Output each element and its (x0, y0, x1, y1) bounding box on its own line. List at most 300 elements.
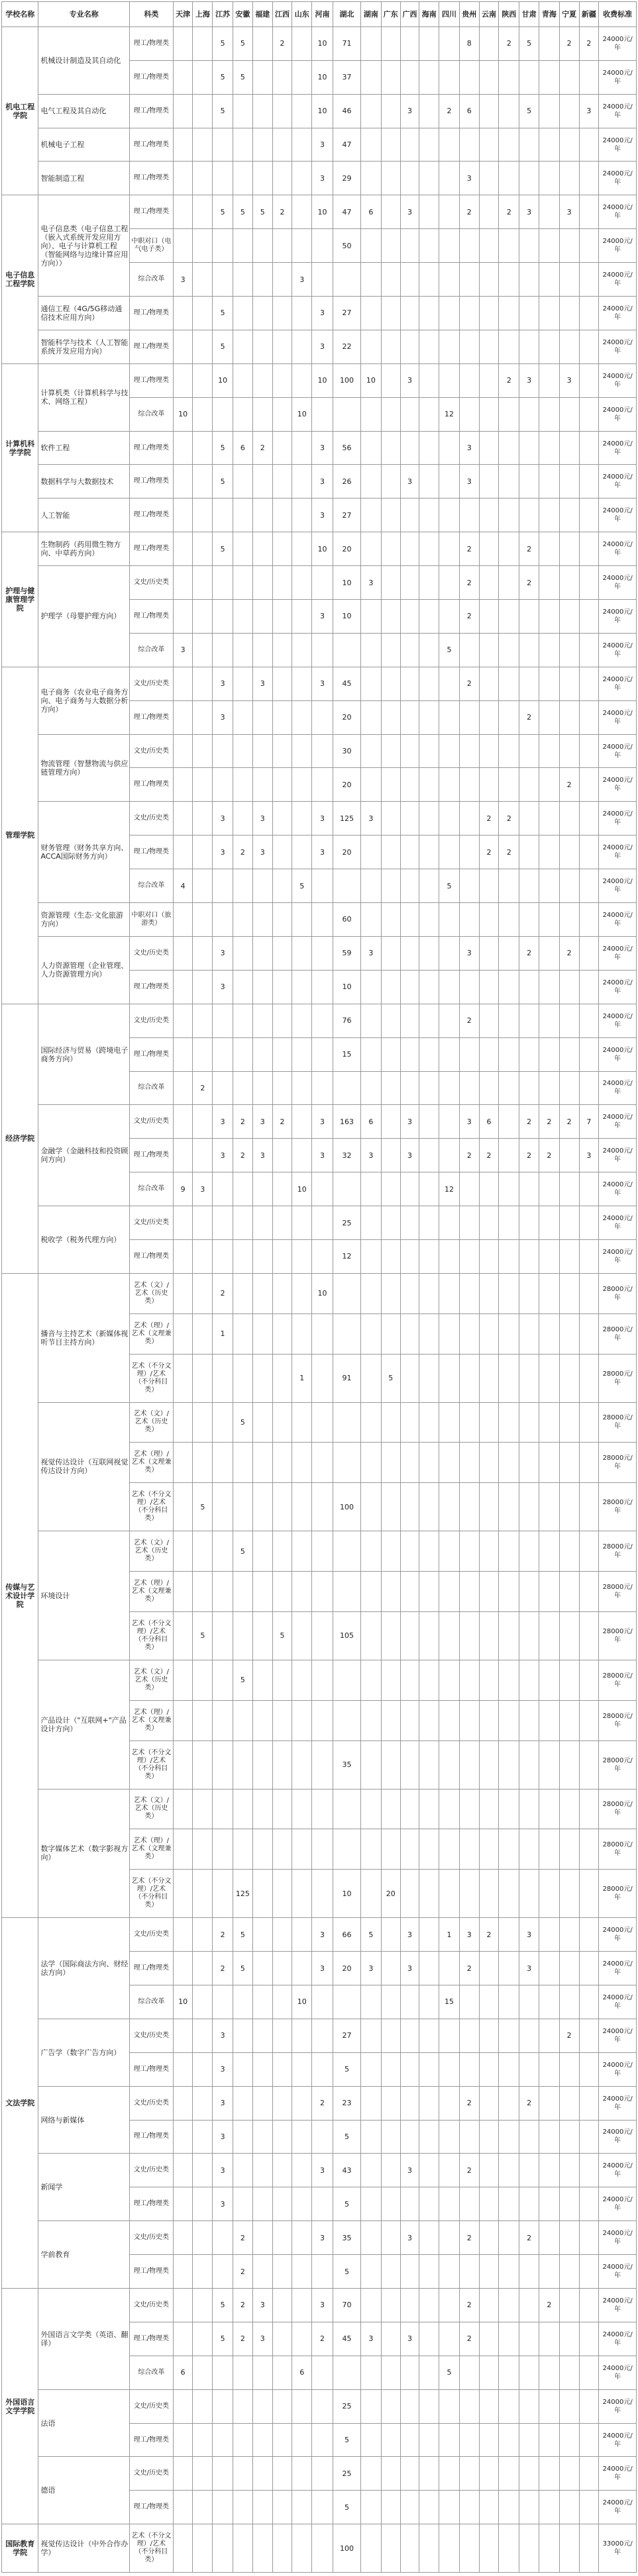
quota-cell (381, 1918, 400, 1952)
quota-cell: 5 (213, 2289, 233, 2322)
quota-cell (499, 397, 519, 431)
quota-cell (499, 2457, 519, 2491)
quota-cell: 2 (519, 700, 539, 734)
quota-cell (539, 1313, 559, 1354)
fee-cell: 28000元/年 (599, 1313, 637, 1354)
quota-cell (233, 94, 253, 128)
quota-cell (193, 1952, 213, 1985)
quota-cell (252, 936, 272, 970)
subject-category-cell: 艺术（文）/艺术（历史类） (130, 1402, 174, 1443)
quota-cell (252, 633, 272, 667)
quota-cell (312, 1870, 333, 1918)
quota-cell (252, 94, 272, 128)
quota-cell (499, 2255, 519, 2289)
quota-cell (292, 1531, 312, 1572)
quota-cell: 3 (252, 802, 272, 835)
quota-cell: 6 (173, 2356, 193, 2389)
quota-cell (361, 2120, 382, 2154)
quota-cell (419, 60, 439, 94)
quota-cell (519, 667, 539, 700)
header-cell: 江西 (272, 2, 292, 27)
quota-cell: 47 (333, 128, 360, 162)
quota-cell (459, 734, 479, 768)
quota-cell: 3 (213, 802, 233, 835)
quota-cell (252, 363, 272, 397)
quota-cell (312, 768, 333, 802)
quota-cell (419, 1354, 439, 1402)
table-row (2, 499, 637, 532)
quota-cell (419, 1443, 439, 1483)
major-name-cell: 财务管理（财务共享方向、ACCA国际财务方向） (38, 802, 130, 903)
quota-cell (479, 734, 499, 768)
quota-cell: 2 (459, 532, 479, 566)
quota-cell (272, 903, 292, 937)
major-name-cell: 机械电子工程 (38, 128, 130, 162)
quota-cell (419, 499, 439, 532)
quota-cell (173, 229, 193, 263)
fee-cell: 28000元/年 (599, 1273, 637, 1313)
quota-cell (173, 667, 193, 700)
quota-cell: 3 (193, 1172, 213, 1206)
quota-cell (173, 1870, 193, 1918)
table-row (2, 330, 637, 363)
quota-cell (419, 330, 439, 363)
quota-cell (539, 1071, 559, 1105)
quota-cell (479, 162, 499, 195)
quota-cell (539, 26, 559, 60)
quota-cell (519, 1700, 539, 1741)
quota-cell (400, 970, 419, 1004)
quota-cell (400, 566, 419, 600)
quota-cell (499, 600, 519, 634)
quota-cell (272, 2154, 292, 2187)
quota-cell (173, 1700, 193, 1741)
quota-cell (361, 1273, 382, 1313)
quota-cell (233, 802, 253, 835)
quota-cell (459, 869, 479, 903)
quota-cell (479, 869, 499, 903)
quota-cell (579, 700, 599, 734)
quota-cell (479, 2322, 499, 2356)
quota-cell (213, 499, 233, 532)
college-name-cell: 传媒与艺术设计学院 (2, 1273, 38, 1917)
quota-cell (579, 734, 599, 768)
quota-cell: 3 (400, 2322, 419, 2356)
quota-cell (459, 1660, 479, 1700)
quota-cell (499, 903, 519, 937)
quota-cell (579, 1354, 599, 1402)
quota-cell (381, 1105, 400, 1139)
quota-cell (559, 1741, 579, 1789)
quota-cell (173, 499, 193, 532)
quota-cell: 5 (233, 1402, 253, 1443)
quota-cell (499, 1313, 519, 1354)
quota-cell (233, 2389, 253, 2423)
quota-cell (292, 1313, 312, 1354)
quota-cell (400, 397, 419, 431)
quota-cell (233, 1206, 253, 1240)
quota-cell (292, 1139, 312, 1172)
quota-cell: 35 (333, 2221, 360, 2255)
header-cell: 科类 (130, 2, 174, 27)
table-row (2, 1004, 637, 1037)
quota-cell (400, 1443, 419, 1483)
quota-cell (381, 2120, 400, 2154)
table-row (2, 1660, 637, 1700)
quota-cell (539, 499, 559, 532)
fee-cell: 24000元/年 (599, 128, 637, 162)
quota-cell (439, 263, 460, 297)
quota-cell (419, 2423, 439, 2457)
quota-cell (272, 2187, 292, 2221)
fee-cell: 24000元/年 (599, 970, 637, 1004)
quota-cell: 3 (400, 195, 419, 229)
quota-cell: 3 (579, 1139, 599, 1172)
quota-cell (479, 970, 499, 1004)
quota-cell (193, 2457, 213, 2491)
quota-cell (173, 734, 193, 768)
quota-cell (381, 802, 400, 835)
fee-cell: 24000元/年 (599, 431, 637, 465)
quota-cell (233, 2086, 253, 2120)
quota-cell (361, 1660, 382, 1700)
quota-cell: 2 (233, 2255, 253, 2289)
quota-cell (213, 2457, 233, 2491)
table-row (2, 363, 637, 397)
quota-cell (252, 499, 272, 532)
major-name-cell: 金融学（金融科技和投资顾问方向） (38, 1105, 130, 1206)
quota-cell (579, 1313, 599, 1354)
quota-cell (539, 2120, 559, 2154)
header-cell: 福建 (252, 2, 272, 27)
quota-cell (439, 1071, 460, 1105)
subject-category-cell: 理工/物理类 (130, 363, 174, 397)
quota-cell (539, 363, 559, 397)
quota-cell (499, 1139, 519, 1172)
quota-cell (419, 1071, 439, 1105)
quota-cell (559, 162, 579, 195)
quota-cell (499, 2052, 519, 2086)
quota-cell (333, 1531, 360, 1572)
quota-cell (479, 2289, 499, 2322)
quota-cell (233, 2423, 253, 2457)
quota-cell (539, 94, 559, 128)
header-cell: 宁夏 (559, 2, 579, 27)
quota-cell (381, 903, 400, 937)
quota-cell (381, 2221, 400, 2255)
quota-cell (252, 1741, 272, 1789)
quota-cell (559, 2086, 579, 2120)
quota-cell: 3 (459, 1918, 479, 1952)
quota-cell (233, 2491, 253, 2524)
quota-cell (272, 1239, 292, 1273)
quota-cell (539, 970, 559, 1004)
table-row (2, 2289, 637, 2322)
quota-cell (559, 903, 579, 937)
quota-cell: 7 (579, 1105, 599, 1139)
quota-cell (173, 1206, 193, 1240)
fee-cell: 28000元/年 (599, 1354, 637, 1402)
table-row (2, 2019, 637, 2052)
quota-cell (193, 1829, 213, 1870)
subject-category-cell: 理工/物理类 (130, 2423, 174, 2457)
quota-cell (292, 2289, 312, 2322)
quota-cell: 2 (213, 1952, 233, 1985)
subject-category-cell: 理工/物理类 (130, 330, 174, 363)
header-cell: 江苏 (213, 2, 233, 27)
quota-cell (499, 768, 519, 802)
quota-cell (459, 633, 479, 667)
quota-cell (419, 1611, 439, 1660)
quota-cell (519, 1071, 539, 1105)
subject-category-cell: 理工/物理类 (130, 1239, 174, 1273)
quota-cell (252, 1700, 272, 1741)
fee-cell: 24000元/年 (599, 633, 637, 667)
quota-cell: 3 (292, 263, 312, 297)
quota-cell: 45 (333, 2322, 360, 2356)
subject-category-cell: 理工/物理类 (130, 600, 174, 634)
quota-cell (400, 2356, 419, 2389)
quota-cell (213, 229, 233, 263)
quota-cell: 3 (213, 2052, 233, 2086)
quota-cell (292, 2019, 312, 2052)
quota-cell (459, 1354, 479, 1402)
quota-cell (213, 869, 233, 903)
quota-cell: 3 (252, 1139, 272, 1172)
quota-cell (400, 1313, 419, 1354)
quota-cell (213, 1239, 233, 1273)
quota-cell (193, 1789, 213, 1829)
quota-cell (579, 2187, 599, 2221)
quota-cell (419, 1985, 439, 2019)
major-name-cell: 德语 (38, 2457, 130, 2524)
quota-cell (381, 1985, 400, 2019)
quota-cell (439, 2154, 460, 2187)
quota-cell (559, 2120, 579, 2154)
quota-cell (559, 1483, 579, 1531)
quota-cell (252, 1531, 272, 1572)
quota-cell (539, 2052, 559, 2086)
quota-cell: 3 (459, 936, 479, 970)
major-name-cell: 税收学（税务代理方向） (38, 1206, 130, 1274)
subject-category-cell: 艺术（理）/艺术（文理兼类） (130, 1829, 174, 1870)
quota-cell (400, 1402, 419, 1443)
quota-cell (459, 802, 479, 835)
quota-cell (499, 94, 519, 128)
quota-cell (381, 700, 400, 734)
quota-cell (579, 1985, 599, 2019)
quota-cell: 4 (173, 869, 193, 903)
quota-cell (499, 869, 519, 903)
quota-cell (499, 1483, 519, 1531)
quota-cell: 10 (333, 970, 360, 1004)
quota-cell (173, 2423, 193, 2457)
quota-cell: 3 (312, 465, 333, 499)
quota-cell (361, 128, 382, 162)
quota-cell (381, 1443, 400, 1483)
quota-cell: 3 (213, 700, 233, 734)
quota-cell (419, 2187, 439, 2221)
quota-cell (381, 566, 400, 600)
quota-cell (292, 60, 312, 94)
quota-cell: 3 (519, 195, 539, 229)
quota-cell (193, 1206, 213, 1240)
quota-cell (499, 1985, 519, 2019)
quota-cell (173, 835, 193, 869)
quota-cell (233, 2120, 253, 2154)
subject-category-cell: 理工/物理类 (130, 26, 174, 60)
quota-cell (173, 2052, 193, 2086)
table-row (2, 1531, 637, 1572)
quota-cell (539, 1443, 559, 1483)
table-row (2, 1206, 637, 1240)
quota-cell (459, 835, 479, 869)
quota-cell: 26 (333, 465, 360, 499)
quota-cell (381, 94, 400, 128)
quota-cell (559, 1611, 579, 1660)
fee-cell: 24000元/年 (599, 1239, 637, 1273)
quota-cell: 5 (333, 2120, 360, 2154)
quota-cell (272, 1071, 292, 1105)
quota-cell (439, 1611, 460, 1660)
quota-cell (381, 2524, 400, 2573)
quota-cell: 5 (439, 869, 460, 903)
quota-cell (292, 2221, 312, 2255)
quota-cell (361, 60, 382, 94)
quota-cell (439, 2255, 460, 2289)
quota-cell (361, 2289, 382, 2322)
quota-cell (272, 2423, 292, 2457)
fee-cell: 24000元/年 (599, 1206, 637, 1240)
quota-cell (419, 1483, 439, 1531)
college-name-cell: 文法学院 (2, 1918, 38, 2289)
fee-cell: 24000元/年 (599, 297, 637, 330)
quota-cell: 91 (333, 1354, 360, 1402)
quota-cell (439, 2423, 460, 2457)
quota-cell (193, 903, 213, 937)
quota-cell (419, 2356, 439, 2389)
quota-cell (559, 1952, 579, 1985)
quota-cell: 2 (459, 600, 479, 634)
quota-cell (292, 566, 312, 600)
quota-cell: 2 (559, 768, 579, 802)
subject-category-cell: 艺术（不分文理）/艺术（不分科目类） (130, 1741, 174, 1789)
quota-cell (559, 263, 579, 297)
quota-cell (252, 2491, 272, 2524)
quota-cell (579, 2086, 599, 2120)
quota-cell (519, 1206, 539, 1240)
quota-cell (459, 60, 479, 94)
quota-cell (173, 2187, 193, 2221)
quota-cell (459, 363, 479, 397)
quota-cell (579, 1572, 599, 1612)
quota-cell (272, 2356, 292, 2389)
quota-cell: 60 (333, 903, 360, 937)
fee-cell: 24000元/年 (599, 1172, 637, 1206)
quota-cell (312, 263, 333, 297)
quota-cell (381, 768, 400, 802)
quota-cell (559, 2289, 579, 2322)
quota-cell (539, 1483, 559, 1531)
quota-cell (459, 1443, 479, 1483)
quota-cell (381, 60, 400, 94)
table-row (2, 532, 637, 566)
quota-cell (272, 263, 292, 297)
quota-cell (272, 465, 292, 499)
quota-cell (233, 1572, 253, 1612)
quota-cell (233, 2524, 253, 2573)
fee-cell: 24000元/年 (599, 162, 637, 195)
quota-cell (539, 2389, 559, 2423)
quota-cell (419, 532, 439, 566)
quota-cell: 5 (213, 60, 233, 94)
quota-cell (459, 970, 479, 1004)
quota-cell (579, 60, 599, 94)
quota-cell (361, 2423, 382, 2457)
quota-cell (292, 1789, 312, 1829)
quota-cell (519, 2322, 539, 2356)
quota-cell (193, 128, 213, 162)
quota-cell (419, 2457, 439, 2491)
quota-cell (292, 2524, 312, 2573)
quota-cell (419, 229, 439, 263)
quota-cell (439, 768, 460, 802)
quota-cell (579, 1443, 599, 1483)
major-name-cell: 法学（国际商法方向、财经法方向） (38, 1918, 130, 2019)
quota-cell (312, 1354, 333, 1402)
quota-cell (333, 397, 360, 431)
quota-cell (292, 768, 312, 802)
quota-cell (439, 1313, 460, 1354)
quota-cell: 3 (213, 1105, 233, 1139)
quota-cell (292, 94, 312, 128)
quota-cell (272, 1443, 292, 1483)
quota-cell (173, 1918, 193, 1952)
quota-cell (312, 700, 333, 734)
quota-cell (499, 1206, 519, 1240)
quota-cell: 27 (333, 2019, 360, 2052)
fee-cell: 33000元/年 (599, 2524, 637, 2573)
quota-cell (252, 768, 272, 802)
quota-cell (519, 2524, 539, 2573)
quota-cell: 25 (333, 1206, 360, 1240)
quota-cell (361, 2086, 382, 2120)
quota-cell: 3 (459, 162, 479, 195)
quota-cell: 3 (213, 2019, 233, 2052)
quota-cell (173, 2491, 193, 2524)
quota-cell (173, 903, 193, 937)
quota-cell (559, 2221, 579, 2255)
quota-cell (519, 397, 539, 431)
quota-cell: 20 (333, 835, 360, 869)
quota-cell (233, 734, 253, 768)
major-name-cell: 数字媒体艺术（数字影视方向） (38, 1789, 130, 1918)
header-cell: 广东 (381, 2, 400, 27)
quota-cell (252, 1985, 272, 2019)
quota-cell (272, 2120, 292, 2154)
quota-cell: 5 (333, 2423, 360, 2457)
quota-cell (272, 1206, 292, 1240)
fee-cell: 24000元/年 (599, 499, 637, 532)
quota-cell (519, 465, 539, 499)
quota-cell (559, 1700, 579, 1741)
subject-category-cell: 综合改革 (130, 869, 174, 903)
quota-cell (252, 1239, 272, 1273)
subject-category-cell: 文史/历史类 (130, 2019, 174, 2052)
quota-cell (439, 363, 460, 397)
quota-cell: 2 (499, 802, 519, 835)
quota-cell (459, 2255, 479, 2289)
